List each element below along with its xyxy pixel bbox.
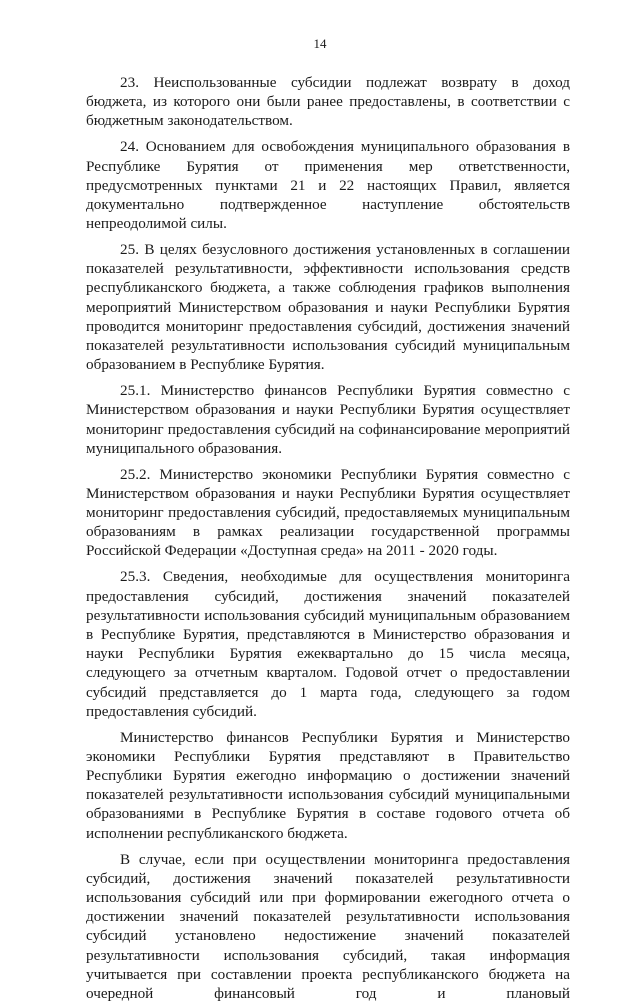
paragraph-25-3: 25.3. Сведения, необходимые для осуществления мониторинга предоставления субсидий, достижения значений показателей результативности использования субсидий муниципальным образованием в Республике Бурятия, представляются в Министерство образования и науки Республики Бурятия ежеквартально до 15 числа месяца, следующего за отчетным кварталом. Годовой отчет о предоставлении субсидий представляется до 1 марта года, следующего за годом предоставления субсидий.: [86, 568, 570, 720]
paragraph-25-1: 25.1. Министерство финансов Республики Бурятия совместно с Министерством образования и науки Республики Бурятия осуществляет мониторинг предоставления субсидий на софинансирование мероприятий муниципального образования.: [86, 382, 570, 457]
document-body: [86, 73, 570, 1003]
page-number: 14: [313, 36, 327, 51]
paragraph-24: 24. Основанием для освобождения муниципального образования в Республике Бурятия от применения мер ответственности, предусмотренных пунктами 21 и 22 настоящих Правил, является документально подтвержденное наступление обстоятельств непреодолимой силы.: [86, 138, 570, 233]
paragraph-25-2: 25.2. Министерство экономики Республики Бурятия совместно с Министерством образования и науки Республики Бурятия осуществляет мониторинг предоставления субсидий, предоставляемых муниципальным образованиям в рамках реализации государственной программы Российской Федерации «Доступная среда» на 2011 - 2020 годы.: [86, 465, 570, 560]
paragraph-ministries-report: Министерство финансов Республики Бурятия и Министерство экономики Республики Бурятия представляют в Правительство Республики Бурятия ежегодно информацию о достижении значений показателей результативности использования субсидий муниципальными образованиями в Республике Бурятия в составе годового отчета об исполнении республиканского бюджета.: [86, 728, 570, 842]
paragraph-monitoring-outcome: В случае, если при осуществлении мониторинга предоставления субсидий, достижения значений показателей результативности использования субсидий или при формировании ежегодного отчета о достижении значений показателей результативности использования субсидий установлено недостижение значений показателей результативности использования субсидий, такая информация учитывается при составлении проекта республиканского бюджета на очередной финансовый год и плановый: [86, 850, 570, 1002]
paragraph-25: 25. В целях безусловного достижения установленных в соглашении показателей результативности, эффективности использования средств республиканского бюджета, а также соблюдения графиков выполнения мероприятий Министерством образования и науки Республики Бурятия проводится мониторинг предоставления субсидий, достижения значений показателей результативности использования субсидий муниципальным образованием в Республике Бурятия.: [86, 241, 570, 374]
paragraph-23: 23. Неиспользованные субсидии подлежат возврату в доход бюджета, из которого они были ранее предоставлены, в соответствии с бюджетным законодательством.: [86, 74, 570, 130]
